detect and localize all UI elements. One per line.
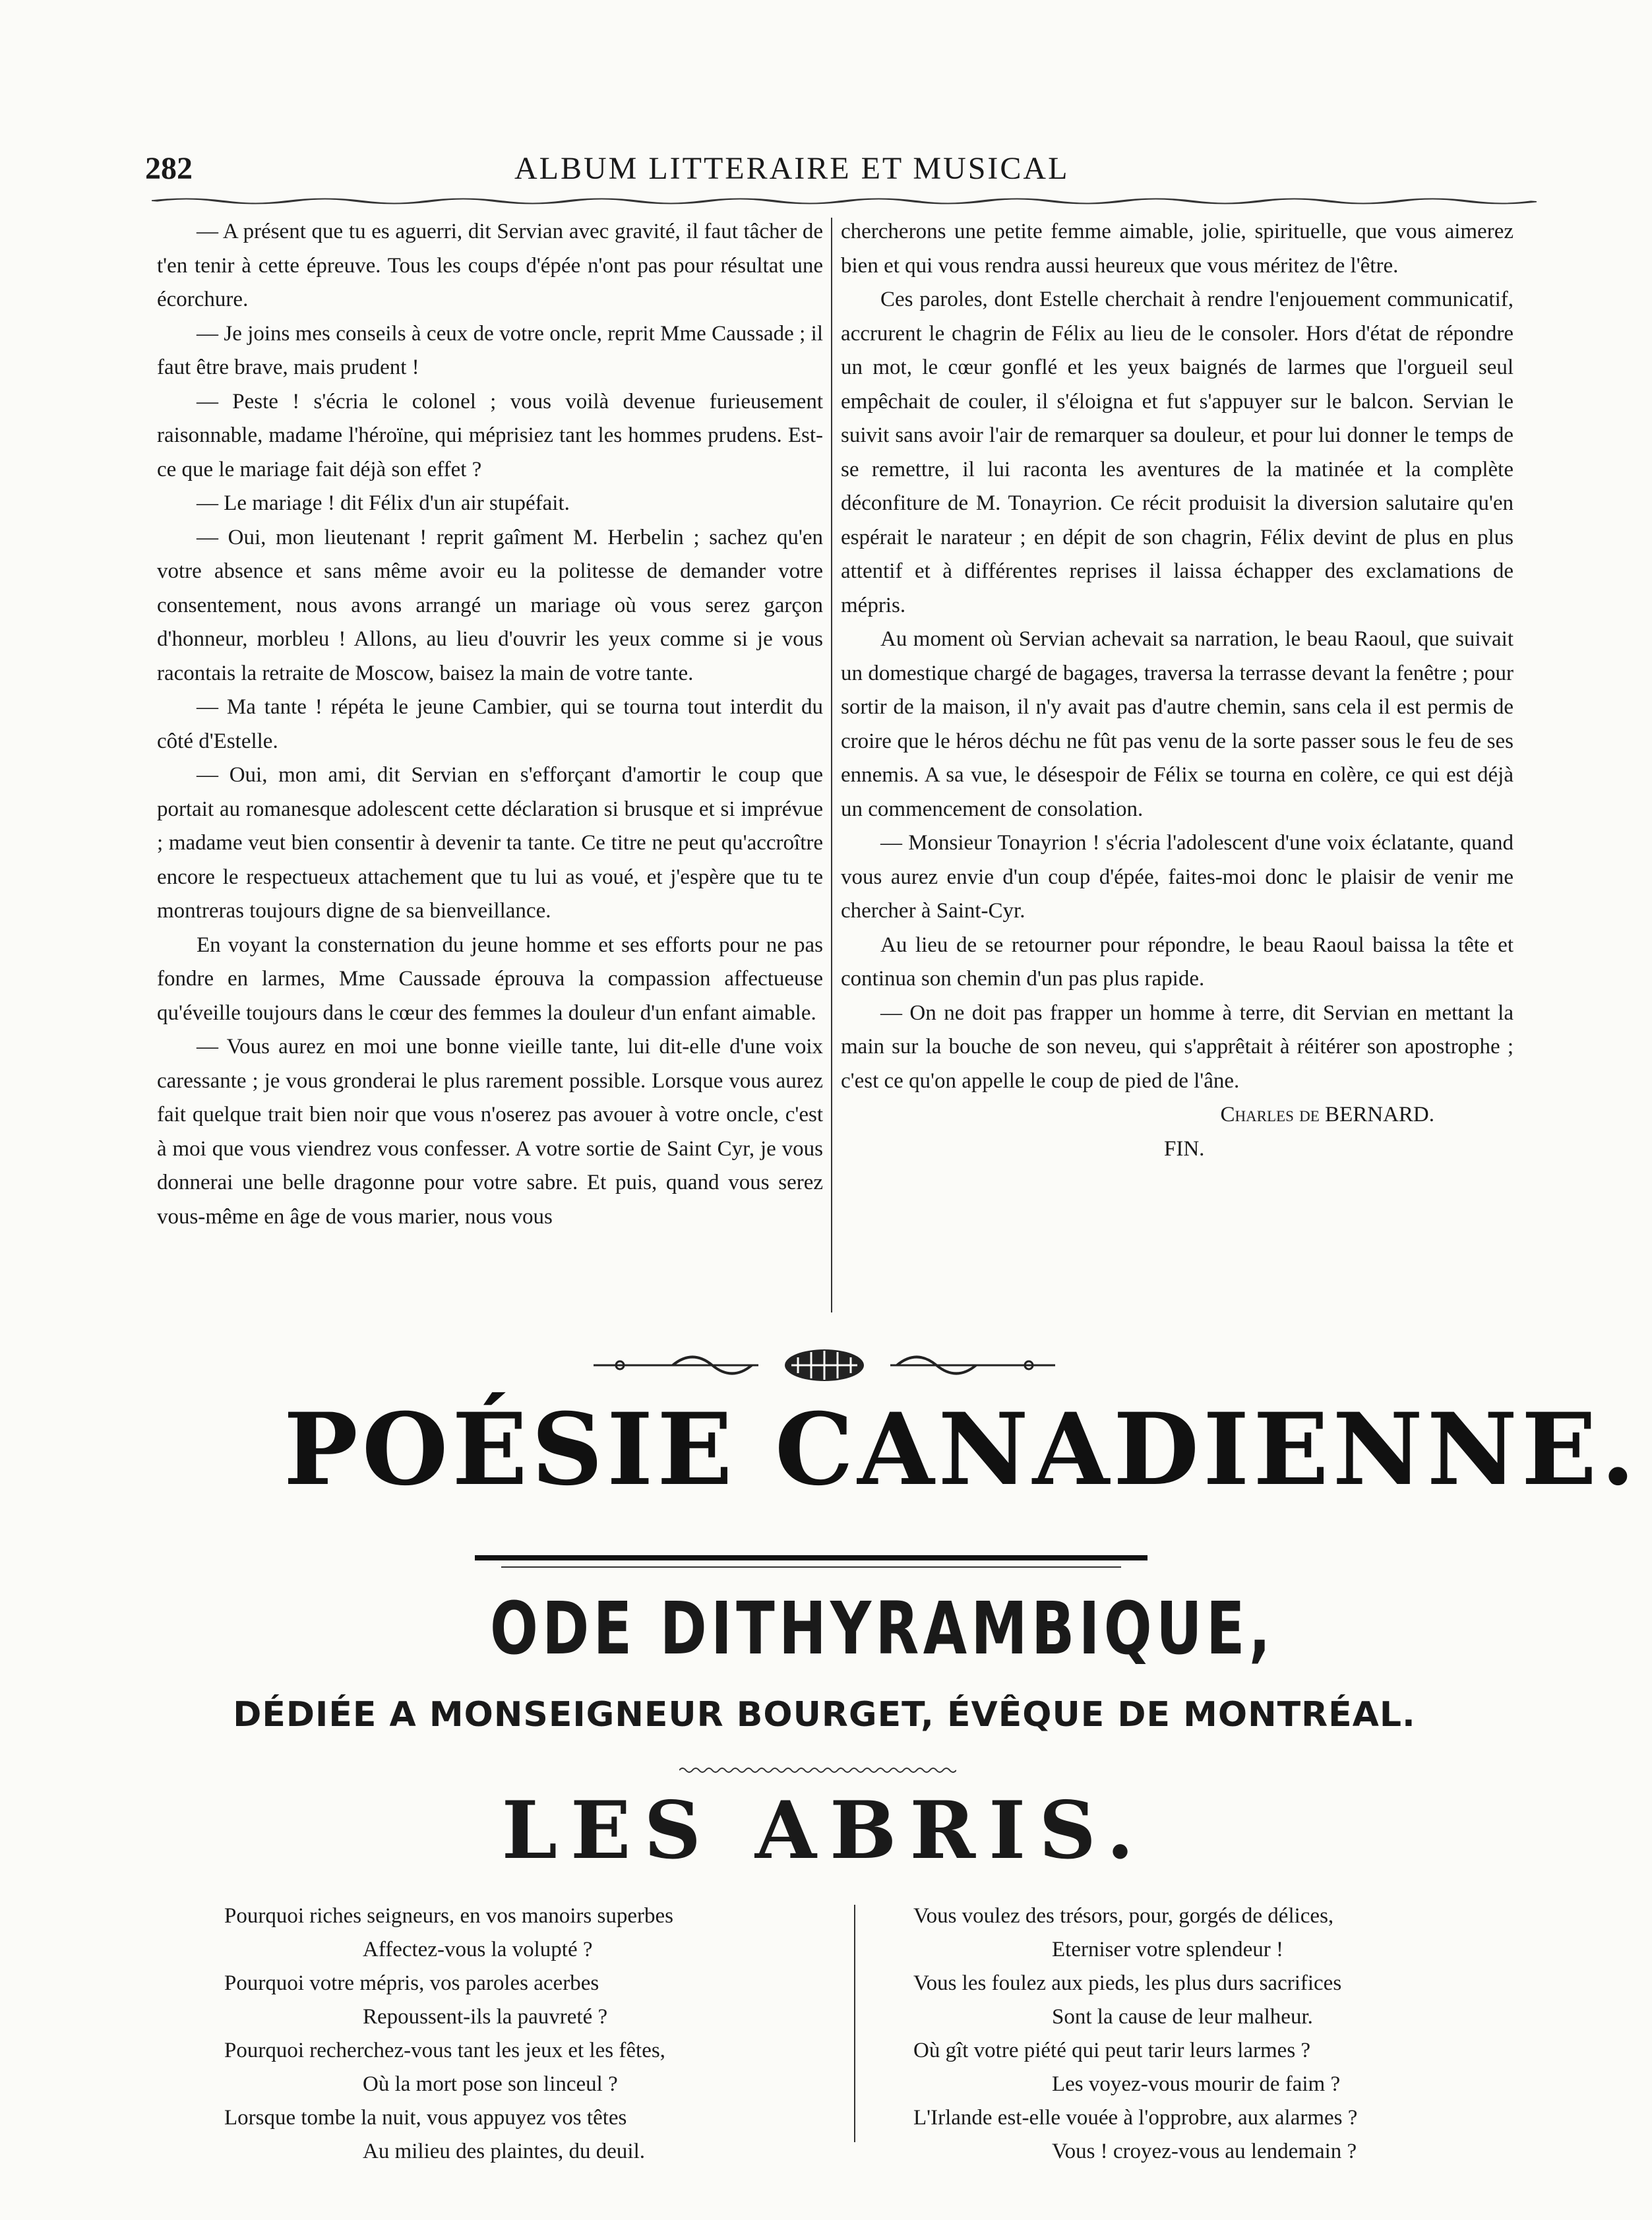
verse-column-right xyxy=(913,1899,1494,2169)
title-thin-rule xyxy=(501,1566,1121,1568)
paragraph: — A présent que tu es aguerri, dit Servian avec gravité, il faut tâcher de t'en tenir à cette épreuve. Tous les coups d'épée n'ont pas pour résultat une écorchure. xyxy=(157,220,823,311)
poem-dedication: DÉDIÉE A MONSEIGNEUR BOURGET, ÉVÊQUE DE MONTRÉAL. xyxy=(233,1695,1416,1735)
paragraph: — Le mariage ! dit Félix d'un air stupéfait. xyxy=(197,491,570,515)
paragraph: — Oui, mon ami, dit Servian en s'efforçant d'amortir le coup que portait au romanesque adolescent cette déclaration si brusque et si imprévue ; madame veut bien consentir à devenir ta tante. Ce titre ne peut qu'accroître encore le respectueux attachement que tu lui as voué, et j'espère que tu te montreras toujours digne de sa bienveillance. xyxy=(157,763,823,923)
paragraph: chercherons une petite femme aimable, jolie, spirituelle, que vous aimerez bien et qui vous rendra aussi heureux que vous méritez de l'être. xyxy=(841,220,1514,278)
verse-line: Où la mort pose son linceul ? xyxy=(363,2072,618,2096)
paragraph: Au lieu de se retourner pour répondre, le beau Raoul baissa la tête et continua son chemin d'un pas plus rapide. xyxy=(841,933,1514,991)
paragraph: — Ma tante ! répéta le jeune Cambier, qui se tourna tout interdit du côté d'Estelle. xyxy=(157,695,823,753)
verse-line: Pourquoi votre mépris, vos paroles acerbes xyxy=(224,1971,599,1995)
fin-marker: FIN. xyxy=(1164,1136,1205,1161)
paragraph: — Monsieur Tonayrion ! s'écria l'adolescent d'une voix éclatante, quand vous aurez envie d'un coup d'épée, faites-moi donc le plaisir de venir me chercher à Saint-Cyr. xyxy=(841,831,1514,923)
paragraph: — Oui, mon lieutenant ! reprit gaîment M. Herbelin ; sachez qu'en votre absence et sans même avoir eu la politesse de demander votre consentement, nous avons arrangé un mariage où vous serez garçon d'honneur, morbleu ! Allons, au lieu d'ouvrir les yeux comme si je vous racontais la retraite de Moscow, baisez la main de votre tante. xyxy=(157,525,823,685)
verse-line: Sont la cause de leur malheur. xyxy=(1052,2005,1313,2029)
paragraph: En voyant la consternation du jeune homme et ses efforts pour ne pas fondre en larmes, Mme Caussade éprouva la compassion affectueuse qu'éveille toujours dans le cœur des femmes la douleur d'un enfant aimable. xyxy=(157,933,823,1025)
verse-line: Les voyez-vous mourir de faim ? xyxy=(1052,2072,1341,2096)
verse-line: Où gît votre piété qui peut tarir leurs larmes ? xyxy=(913,2039,1311,2062)
verse-line: Pourquoi riches seigneurs, en vos manoirs superbes xyxy=(224,1904,673,1928)
paragraph: Ces paroles, dont Estelle cherchait à rendre l'enjouement communicatif, accrurent le chagrin de Félix au lieu de le consoler. Hors d'état de répondre un mot, le cœur gonflé et les yeux baignés de larmes que l'orgueil seul empêchait de couler, il s'éloigna et fut s'appuyer sur le balcon. Servian le suivit sans avoir l'air de remarquer sa douleur, et pour lui donner le temps de se remettre, il lui raconta les aventures de la matinée et la complète déconfiture de M. Tonayrion. Ce récit produisit la diversion salutaire qu'en espérait le narateur ; en dépit de son chagrin, Félix devint de plus en plus attentif et à différentes reprises il laissa échapper des exclamations de mépris. xyxy=(841,288,1514,617)
verse-line: Eterniser votre splendeur ! xyxy=(1052,1938,1283,1961)
running-title: ALBUM LITTERAIRE ET MUSICAL xyxy=(514,151,1070,186)
header-wavy-rule xyxy=(152,197,1537,206)
verse-line: Vous ! croyez-vous au lendemain ? xyxy=(1052,2140,1357,2163)
page-number: 282 xyxy=(145,151,193,186)
left-text-column xyxy=(157,215,823,1234)
paragraph: — Je joins mes conseils à ceux de votre oncle, reprit Mme Caussade ; il faut être brave, mais prudent ! xyxy=(157,321,823,379)
column-divider xyxy=(831,218,832,1312)
verse-column-left xyxy=(224,1899,785,2169)
verse-line: Affectez-vous la volupté ? xyxy=(363,1938,593,1961)
poem-title: ODE DITHYRAMBIQUE, xyxy=(490,1586,1275,1671)
verse-line: Pourquoi recherchez-vous tant les jeux et les fêtes, xyxy=(224,2039,665,2062)
verse-line: Au milieu des plaintes, du deuil. xyxy=(363,2140,646,2163)
poem-subtitle: LES ABRIS. xyxy=(501,1784,1147,1877)
paragraph: — Vous aurez en moi une bonne vieille tante, lui dit-elle d'une voix caressante ; je vous gronderai le plus rarement possible. Lorsque vous aurez fait quelque trait bien noir que vous n'oserez pas avouer à votre oncle, c'est à moi que vous viendrez vous confesser. A votre sortie de Saint Cyr, je vous donnerai une belle dragonne pour votre sabre. Et puis, quand vous serez vous-même en âge de vous marier, nous vous xyxy=(157,1035,823,1229)
right-text-column xyxy=(841,215,1514,1166)
small-wavy-rule xyxy=(679,1766,956,1774)
page-header xyxy=(145,150,1550,197)
verse-divider xyxy=(854,1905,855,2142)
verse-line: Lorsque tombe la nuit, vous appuyez vos têtes xyxy=(224,2106,627,2130)
paragraph: — Peste ! s'écria le colonel ; vous voilà devenue furieusement raisonnable, madame l'héroïne, qui méprisiez tant les hommes prudens. Est-ce que le mariage fait déjà son effet ? xyxy=(157,389,823,481)
verse-line: L'Irlande est-elle vouée à l'opprobre, aux alarmes ? xyxy=(913,2106,1358,2130)
author-signature: Charles de BERNARD. xyxy=(1220,1103,1434,1126)
title-thick-rule xyxy=(475,1555,1147,1560)
paragraph: — On ne doit pas frapper un homme à terre, dit Servian en mettant la main sur la bouche de son neveu, qui s'apprêtait à réitérer son apostrophe ; c'est ce qu'on appelle le coup de pied de l'âne. xyxy=(841,1001,1514,1093)
paragraph: Au moment où Servian achevait sa narration, le beau Raoul, que suivait un domestique chargé de bagages, traversa la terrasse devant la fenêtre ; pour sortir de la maison, il n'y avait pas d'autre chemin, sans cela il est permis de croire que le héros déchu ne fût pas venu de la sorte passer sous le feu de ses ennemis. A sa vue, le désespoir de Félix se tourna en colère, ce qui est déjà un commencement de consolation. xyxy=(841,627,1514,821)
verse-line: Repoussent-ils la pauvreté ? xyxy=(363,2005,608,2029)
verse-line: Vous les foulez aux pieds, les plus durs sacrifices xyxy=(913,1971,1342,1995)
verse-line: Vous voulez des trésors, pour, gorgés de délices, xyxy=(913,1904,1334,1928)
section-title: POÉSIE CANADIENNE. xyxy=(284,1392,1639,1508)
ornament-divider-icon xyxy=(594,1345,1055,1385)
